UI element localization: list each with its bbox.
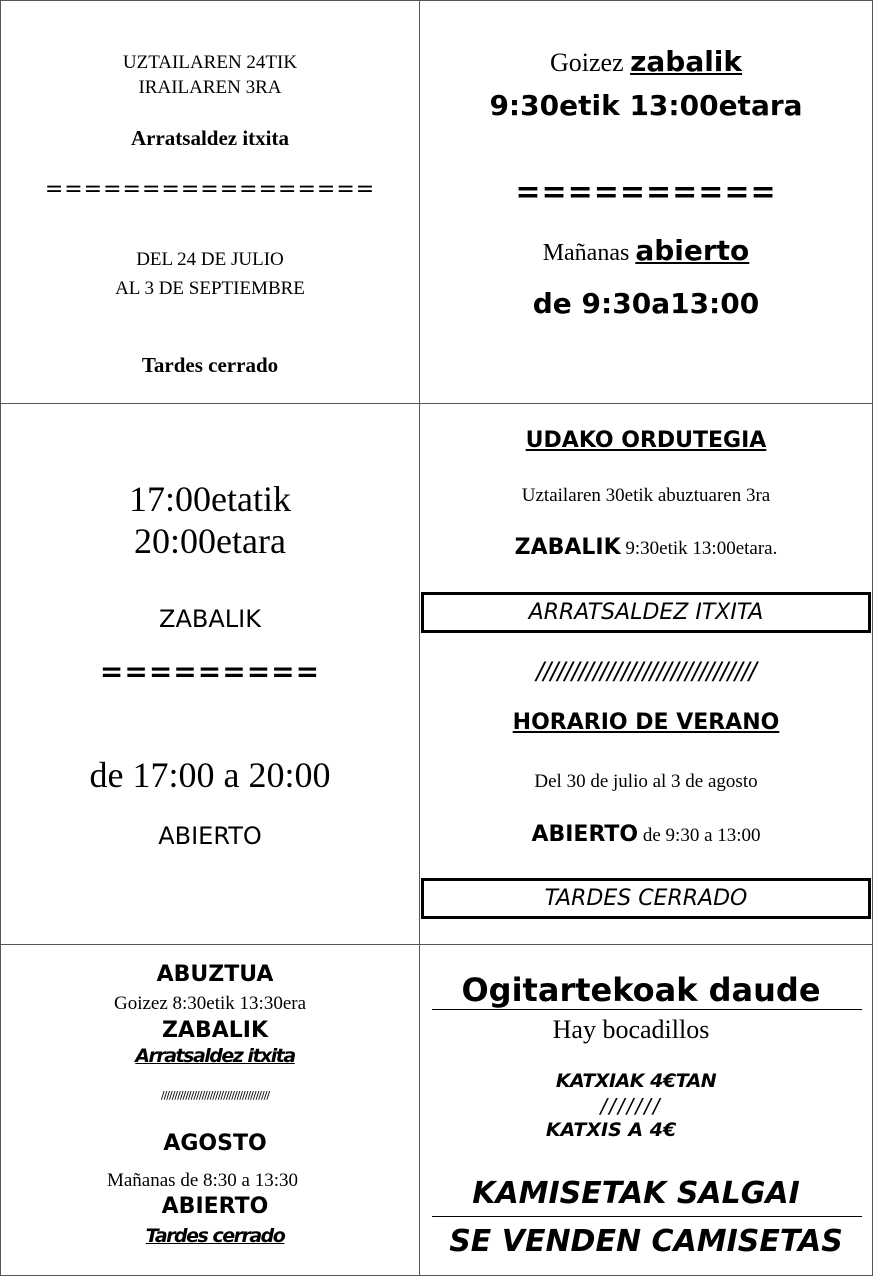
open-label-eu: ZABALIK (159, 605, 261, 633)
month-es: AGOSTO (163, 1131, 267, 1156)
afternoon-closed-es: TARDES CERRADO (544, 886, 748, 911)
cell-morning-open (419, 0, 873, 404)
afternoon-hours-eu-line2: 20:00etara (134, 521, 286, 561)
morning-label-es: Mañanas (542, 240, 630, 266)
summer-open-es (420, 822, 872, 847)
price-es: KATXIS A 4€ (545, 1119, 677, 1141)
date-range-eu-line2: IRAILAREN 3RA (138, 77, 282, 98)
cell-summer-schedule (419, 403, 873, 945)
date-range-eu-line1: UZTAILAREN 24TIK (122, 52, 298, 73)
afternoon-hours-eu-line1: 17:00etatik (129, 479, 291, 519)
afternoon-closed-eu: Arratsaldez itxita (130, 126, 290, 150)
summer-hours-es: de 9:30 a 13:00 (642, 825, 761, 846)
separator: /////// (600, 1094, 662, 1118)
divider-line (432, 1009, 862, 1010)
afternoon-closed-eu: Arratsaldez itxita (135, 1045, 295, 1067)
cell-august-schedule (0, 944, 420, 1276)
cell-sales-info (419, 944, 873, 1276)
afternoon-closed-banner-es (421, 878, 871, 919)
morning-hours-eu: 9:30etik 13:00etara (489, 89, 803, 122)
open-label-eu: zabalik (630, 45, 743, 78)
morning-label-eu: Goizez (549, 48, 624, 77)
morning-open-eu (420, 45, 872, 78)
open-label-eu: ZABALIK (514, 535, 621, 560)
summer-hours-eu: 9:30etik 13:00etara. (625, 538, 778, 559)
august-hours-es: Mañanas de 8:30 a 13:30 (106, 1170, 298, 1191)
afternoon-closed-es: Tardes cerrado (141, 353, 279, 377)
sandwiches-eu: Ogitartekoak daude (461, 971, 821, 1009)
afternoon-hours-es: de 17:00 a 20:00 (89, 755, 331, 795)
separator: /////////////////////////////// (536, 657, 756, 685)
afternoon-closed-eu: ARRATSALDEZ ITXITA (528, 600, 764, 625)
afternoon-closed-banner-eu (421, 592, 871, 633)
summer-dates-eu: Uztailaren 30etik abuztuaren 3ra (521, 485, 771, 506)
separator: ================= (44, 177, 376, 202)
open-label-es: abierto (635, 234, 750, 267)
summer-schedule-title-eu: UDAKO ORDUTEGIA (525, 428, 767, 453)
price-eu: KATXIAK 4€TAN (555, 1070, 717, 1092)
shirts-for-sale-eu: KAMISETAK SALGAI (472, 1176, 800, 1211)
month-eu: ABUZTUA (156, 962, 274, 987)
sandwiches-es: Hay bocadillos (552, 1015, 710, 1044)
divider-line (432, 1216, 862, 1217)
cell-afternoon-open (0, 403, 420, 945)
open-label-eu: ZABALIK (161, 1018, 269, 1043)
date-range-es-line2: AL 3 DE SEPTIEMBRE (115, 278, 305, 299)
separator: ========== (515, 175, 777, 210)
cell-late-july-closures (0, 0, 420, 404)
morning-open-es (420, 234, 872, 267)
august-hours-eu: Goizez 8:30etik 13:30era (113, 993, 307, 1014)
open-label-es: ABIERTO (158, 822, 262, 850)
summer-dates-es: Del 30 de julio al 3 de agosto (534, 771, 758, 792)
summer-schedule-title-es: HORARIO DE VERANO (512, 710, 780, 735)
separator: ========= (99, 655, 321, 688)
date-range-es-line1: DEL 24 DE JULIO (136, 249, 284, 270)
open-label-es: ABIERTO (531, 822, 639, 847)
separator: //////////////////////////////////////// (160, 1089, 270, 1102)
summer-open-eu (420, 535, 872, 560)
morning-hours-es: de 9:30a13:00 (532, 287, 760, 320)
open-label-es: ABIERTO (161, 1194, 269, 1219)
afternoon-closed-es: Tardes cerrado (145, 1225, 285, 1247)
shirts-for-sale-es: SE VENDEN CAMISETAS (449, 1224, 843, 1259)
